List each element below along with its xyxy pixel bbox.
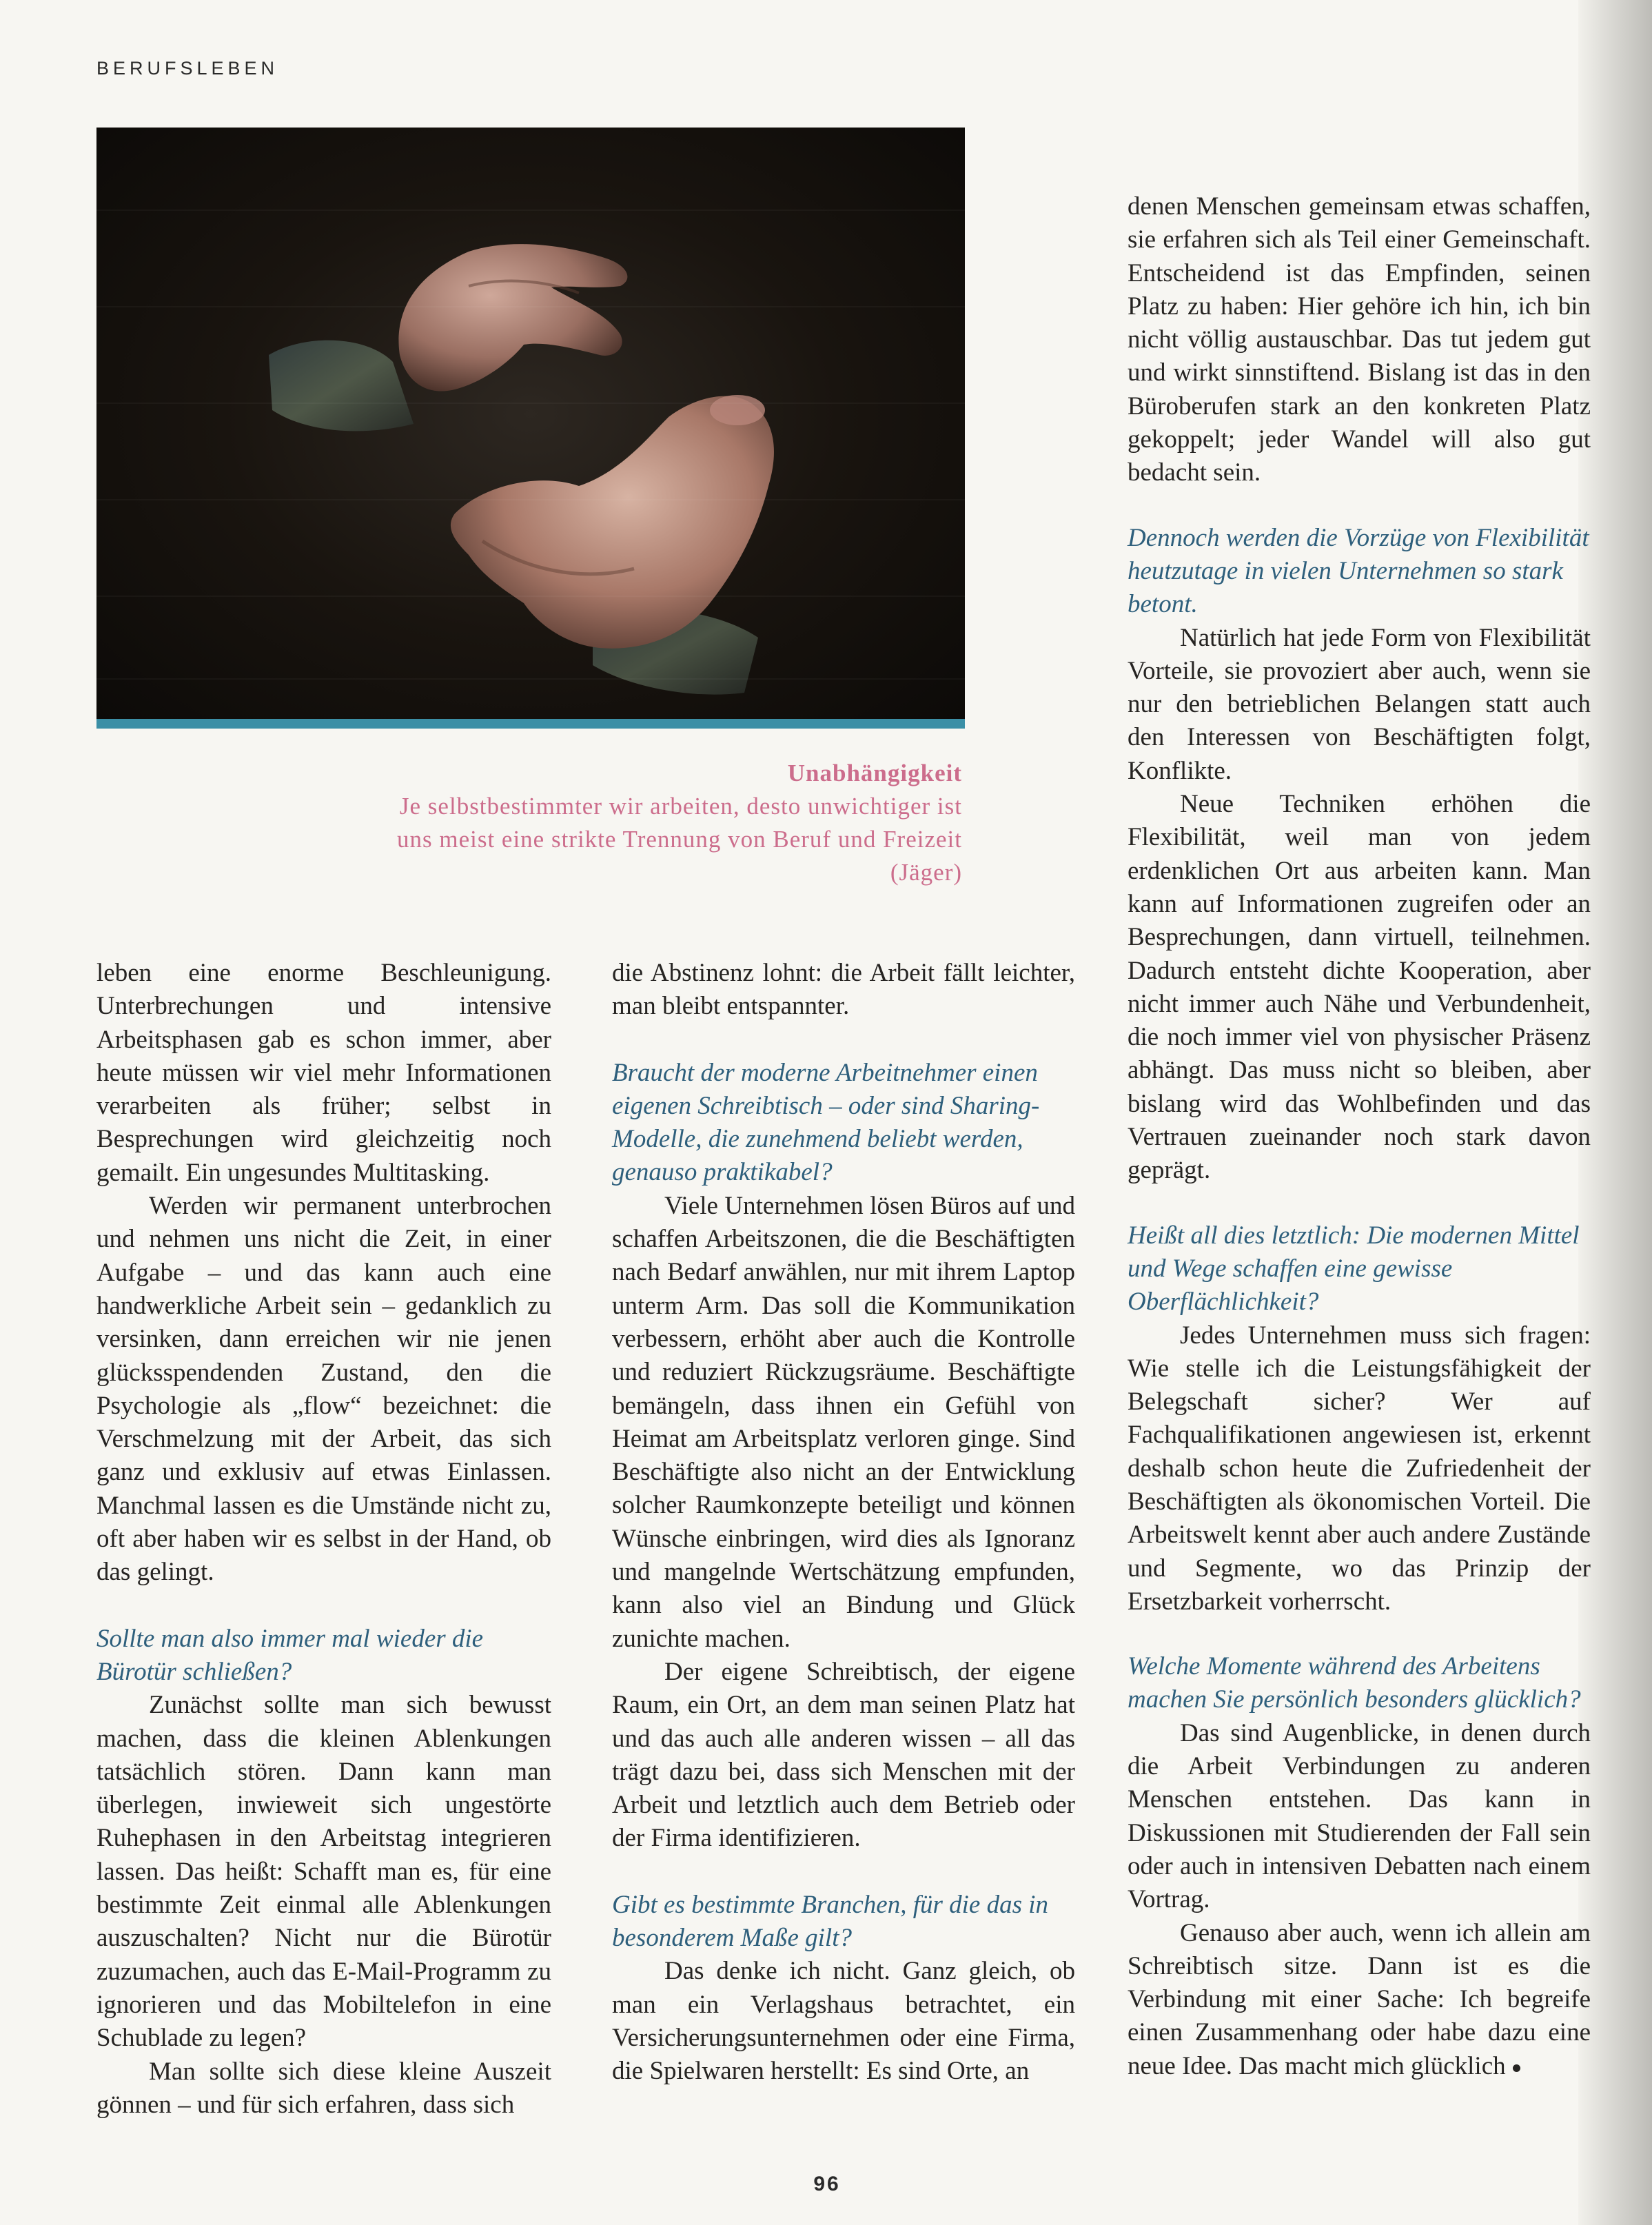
body-paragraph (96, 1190, 551, 1589)
body-paragraph (96, 1689, 551, 2055)
text-column-2 (612, 957, 1075, 2089)
interview-question (1128, 522, 1591, 622)
cupped-hands-icon (96, 128, 965, 724)
paragraph-text: Werden wir permanent unterbrochen und nehmen uns nicht die Zeit, in einer Aufgabe – und das kann auch eine handwerkliche Arbeit sein – gedanklich zu versinken, dann erreichen wir nie jenen glücksspendenden Zustand, den die Psychologie als „flow“ bezeichnet: die Verschmelzung mit der Arbeit, das sich ganz und exklusiv auf etwas Einlassen. Manchmal lassen es die Umstände nicht zu, oft aber haben wir es selbst in der Hand, ob das gelingt. (96, 1192, 551, 1587)
photo-caption (386, 757, 962, 889)
body-paragraph (96, 2055, 551, 2122)
photo-accent-bar (96, 719, 965, 729)
body-paragraph (612, 1190, 1075, 1656)
body-paragraph (1128, 1917, 1591, 2083)
article-photo (96, 128, 965, 724)
paragraph-text: Natürlich hat jede Form von Flexibilität Vorteile, sie provoziert aber auch, wenn sie nur den betrieblichen Belangen statt auch den Interessen von Beschäftigten folgt, Konflikte. (1128, 623, 1591, 785)
question-text: Welche Momente während des Arbeitens machen Sie persönlich besonders glücklich? (1128, 1652, 1581, 1714)
body-paragraph (1128, 622, 1591, 788)
paragraph-text: die Abstinenz lohnt: die Arbeit fällt leichter, man bleibt entspannter. (612, 959, 1075, 1021)
body-paragraph (1128, 190, 1591, 490)
paragraph-text: Man sollte sich diese kleine Auszeit gönnen – und für sich erfahren, dass sich (96, 2057, 551, 2119)
paragraph-text: Neue Techniken erhöhen die Flexibilität, weil man von jedem erdenklichen Ort aus arbeiten kann. Man kann auf Informationen zugreifen oder an Besprechungen, dann virtuell, teilnehmen. Dadurch entsteht dichte Kooperation, aber nicht immer auch Nähe und Verbundenheit, die noch immer viel von physischer Präsenz abhängt. Das muss nicht so bleiben, aber bislang wird das Wohlbefinden und das Vertrauen zueinander noch stark davon geprägt. (1128, 790, 1591, 1185)
text-column-1 (96, 957, 551, 2122)
body-paragraph (612, 957, 1075, 1024)
interview-question (1128, 1650, 1591, 1717)
body-paragraph (1128, 1717, 1591, 1917)
interview-question (612, 1057, 1075, 1190)
end-of-article-dot (1513, 2064, 1520, 2072)
text-column-3 (1128, 190, 1591, 2083)
body-paragraph (612, 1656, 1075, 1856)
body-paragraph (96, 957, 551, 1190)
body-paragraph (1128, 1319, 1591, 1619)
interview-question (612, 1889, 1075, 1955)
question-text: Gibt es bestimmte Branchen, für die das in besonderem Maße gilt? (612, 1890, 1049, 1953)
paragraph-text: leben eine enorme Beschleunigung. Unterbrechungen und intensive Arbeitsphasen gab es schon immer, aber heute müssen wir viel mehr Informationen verarbeiten als früher; selbst in Besprechungen wird gleichzeitig noch gemailt. Ein ungesundes Multitasking. (96, 959, 551, 1187)
paragraph-text: Der eigene Schreibtisch, der eigene Raum, ein Ort, an dem man seinen Platz hat und das auch alle anderen wissen – all das trägt dazu bei, dass sich Menschen mit der Arbeit und letztlich auch dem Betrieb oder der Firma identifizieren. (612, 1657, 1075, 1853)
paragraph-text: Viele Unternehmen lösen Büros auf und schaffen Arbeitszonen, die die Beschäftigten nach Bedarf anwählen, nur mit ihrem Laptop unterm Arm. Das soll die Kommunikation verbessern, erhöht aber auch die Kontrolle und reduziert Rückzugsräume. Beschäftigte bemängeln, dass ihnen ein Gefühl von Heimat am Arbeitsplatz verloren ginge. Sind Beschäftigte also nicht an der Entwicklung solcher Raumkonzepte beteiligt und können Wünsche einbringen, wird dies als Ignoranz und mangelnde Wertschätzung empfunden, kann also viel an Bindung und Glück zunichte machen. (612, 1191, 1075, 1653)
question-text: Heißt all dies letztlich: Die modernen Mittel und Wege schaffen eine gewisse Oberflächlichkeit? (1128, 1221, 1580, 1317)
paragraph-text: Das sind Augenblicke, in denen durch die Arbeit Verbindungen zu anderen Menschen entstehen. Das kann in Diskussionen mit Studierenden der Fall sein oder auch in intensiven Debatten nach einem Vortrag. (1128, 1718, 1591, 1914)
paragraph-text: denen Menschen gemeinsam etwas schaffen, sie erfahren sich als Teil einer Gemeinschaft. Entscheidend ist das Empfinden, seinen Platz zu haben: Hier gehöre ich hin, ich bin nicht völlig austauschbar. Das tut jedem gut und wirkt sinnstiftend. Bislang ist das in den Büroberufen stark an den konkreten Platz gekoppelt; jeder Wandel will also gut bedacht sein. (1128, 192, 1591, 487)
body-paragraph (1128, 788, 1591, 1188)
question-text: Braucht der moderne Arbeitnehmer einen eigenen Schreibtisch – oder sind Sharing-Modelle, die zunehmend beliebt werden, genauso praktikabel? (612, 1058, 1040, 1187)
body-paragraph (612, 1955, 1075, 2088)
paragraph-text: Jedes Unternehmen muss sich fragen: Wie stelle ich die Leistungsfähigkeit der Belegschaft sicher? Wer auf Fachqualifikationen angewiesen ist, erkennt deshalb schon heute die Zufriedenheit der Beschäftigten als ökonomischen Vorteil. Die Arbeitswelt kennt aber auch andere Zustände und Segmente, wo das Prinzip der Ersetzbarkeit vorherrscht. (1128, 1321, 1591, 1616)
caption-text: Je selbstbestimmter wir arbeiten, desto unwichtiger ist uns meist eine strikte Trennung von Beruf und Freizeit (Jäger) (396, 793, 962, 886)
interview-question (1128, 1219, 1591, 1319)
question-text: Dennoch werden die Vorzüge von Flexibilität heutzutage in vielen Unternehmen so stark betont. (1128, 523, 1589, 619)
paragraph-text: Das denke ich nicht. Ganz gleich, ob man ein Verlagshaus betrachtet, ein Versicherungsunternehmen oder eine Firma, die Spielwaren herstellt: Es sind Orte, an (612, 1957, 1075, 2086)
paragraph-text: Zunächst sollte man sich bewusst machen, dass die kleinen Ablenkungen tatsächlich stören. Dann kann man überlegen, inwieweit sich ungestörte Ruhephasen in den Arbeitstag integrieren lassen. Das heißt: Schafft man es, für eine bestimmte Zeit einmal alle Ablenkungen auszuschalten? Nicht nur die Bürotür zuzumachen, auch das E-Mail-Programm zu ignorieren und das Mobiltelefon in eine Schublade zu legen? (96, 1691, 551, 2053)
question-text: Sollte man also immer mal wieder die Bürotür schließen? (96, 1624, 484, 1686)
page-number: 96 (813, 2173, 841, 2195)
caption-title: Unabhängigkeit (787, 760, 962, 786)
paragraph-text: Genauso aber auch, wenn ich allein am Schreibtisch sitze. Dann ist es die Verbindung mit einer Sache: Ich begreife einen Zusammenhang oder habe dazu eine neue Idee. Das macht mich glücklich (1128, 1918, 1591, 2080)
interview-question (96, 1623, 551, 1689)
section-label: BERUFSLEBEN (96, 58, 279, 79)
